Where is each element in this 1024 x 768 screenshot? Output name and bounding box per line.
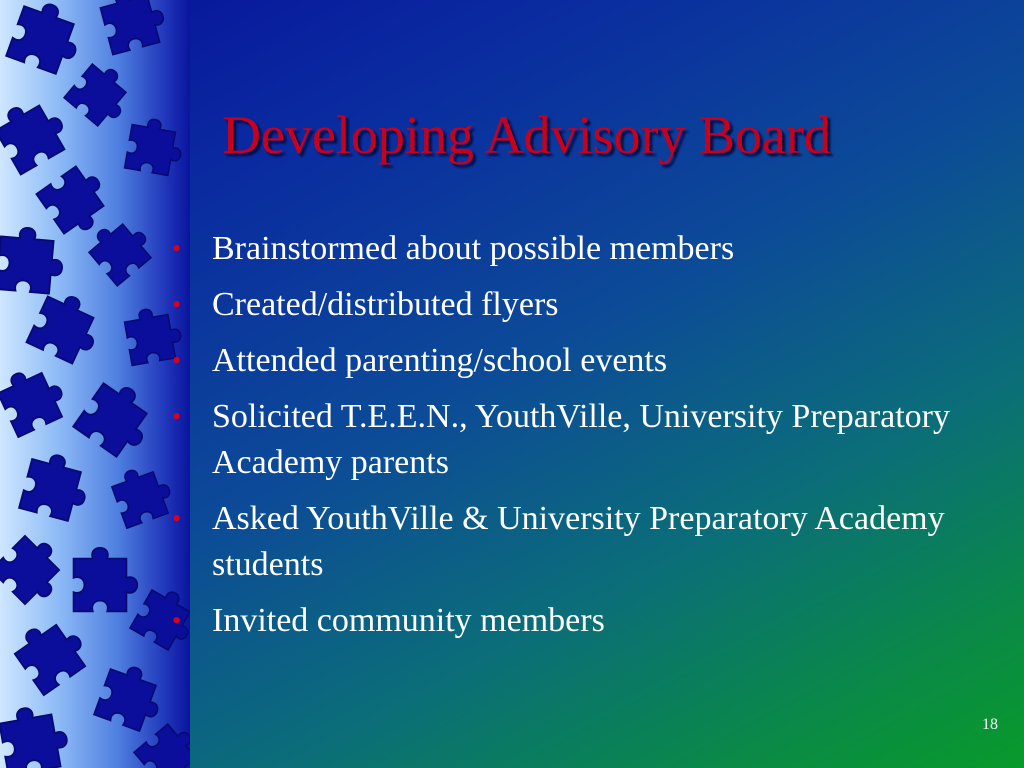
bullet-list [170, 226, 1000, 654]
bullet-item [170, 496, 1000, 588]
puzzle-piece-icon [134, 718, 190, 768]
bullet-text: Brainstormed about possible members [212, 230, 735, 267]
bullet-text: Solicited T.E.E.N., YouthVille, University Preparatory Academy parents [212, 398, 951, 481]
page-number: 18 [982, 716, 998, 733]
bullet-marker: • [172, 290, 182, 319]
bullet-text: Attended parenting/school events [212, 342, 668, 379]
bullet-marker: • [172, 346, 182, 375]
puzzle-piece-icon [26, 287, 107, 368]
bullet-text: Asked YouthVille & University Preparatory Academy students [212, 500, 945, 583]
puzzle-piece-icon [9, 610, 94, 695]
puzzle-piece-icon [83, 211, 158, 286]
bullet-marker: • [172, 234, 182, 263]
puzzle-piece-icon [98, 0, 169, 55]
bullet-item [170, 394, 1000, 486]
bullet-text: Invited community members [212, 602, 605, 639]
slide-title: Developing Advisory Board [222, 105, 831, 165]
bullet-text: Created/distributed flyers [212, 286, 559, 323]
puzzle-decoration-panel [0, 0, 190, 768]
puzzle-pieces-pattern [0, 0, 190, 768]
puzzle-piece-icon [64, 57, 139, 132]
bullet-item [170, 282, 1000, 328]
puzzle-piece-icon [0, 360, 71, 437]
puzzle-piece-icon [73, 374, 162, 463]
puzzle-piece-icon [0, 702, 71, 768]
puzzle-piece-icon [0, 529, 73, 611]
puzzle-piece-icon [0, 91, 74, 174]
puzzle-piece-icon [74, 548, 138, 612]
puzzle-piece-icon [6, 0, 88, 78]
bullet-marker: • [172, 606, 182, 635]
puzzle-piece-icon [0, 226, 65, 295]
bullet-marker: • [172, 504, 182, 533]
puzzle-piece-icon [125, 116, 186, 177]
bullet-marker: • [172, 402, 182, 431]
bullet-item [170, 338, 1000, 384]
bullet-item [170, 598, 1000, 644]
puzzle-piece-icon [19, 449, 94, 524]
bullet-item [170, 226, 1000, 272]
puzzle-piece-icon [94, 660, 169, 735]
puzzle-piece-icon [109, 460, 177, 528]
